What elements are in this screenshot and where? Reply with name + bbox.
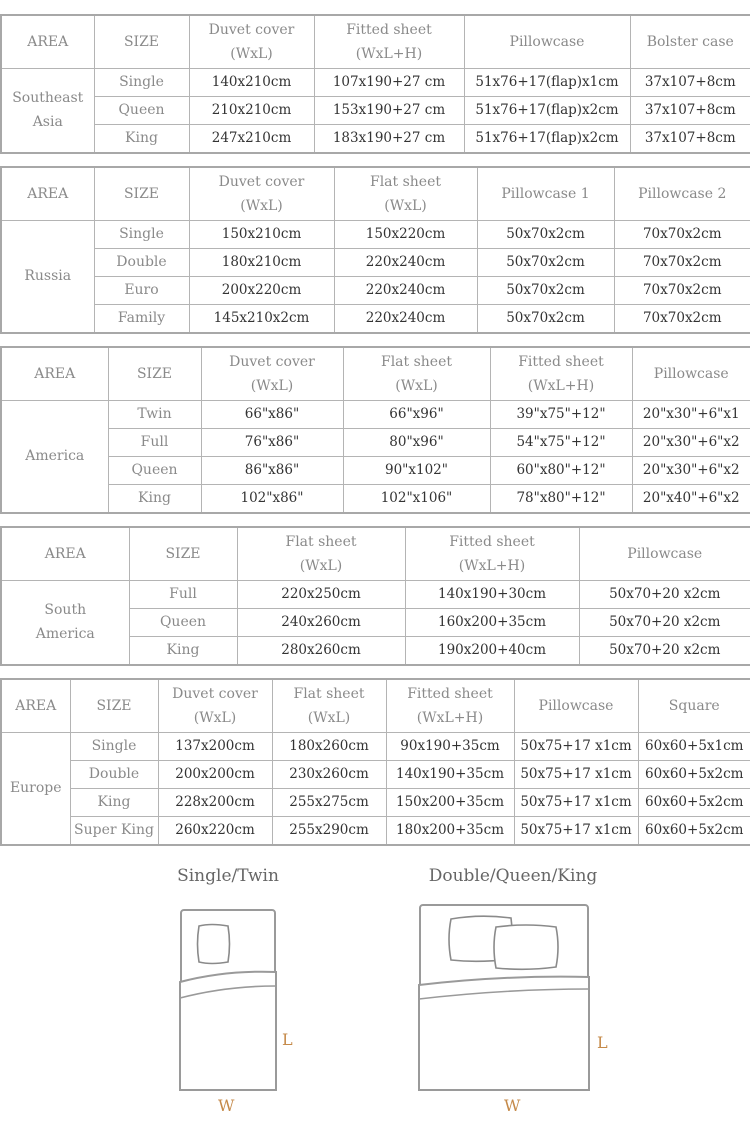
column-header: Flat sheet (WxL) — [272, 679, 386, 732]
table-cell: 247x210cm — [189, 124, 314, 153]
column-header: Fitted sheet (WxL+H) — [490, 347, 632, 400]
size-cell: King — [70, 788, 158, 816]
table-cell: 280x260cm — [237, 636, 405, 665]
table-cell: 20"x30"+6"x2 — [632, 456, 750, 484]
size-cell: King — [108, 484, 201, 513]
table-cell: 180x200+35cm — [386, 816, 514, 845]
size-cell: Queen — [108, 456, 201, 484]
table-cell: 150x220cm — [334, 220, 477, 248]
table-cell: 160x200+35cm — [405, 608, 579, 636]
area-cell: Europe — [1, 732, 70, 845]
table-cell: 51x76+17(flap)x2cm — [464, 124, 630, 153]
table-cell: 140x190+35cm — [386, 760, 514, 788]
table-cell: 228x200cm — [158, 788, 272, 816]
size-cell: Double — [70, 760, 158, 788]
size-table-russia — [0, 166, 750, 334]
table-cell: 80"x96" — [343, 428, 490, 456]
single-bed-title: Single/Twin — [177, 866, 279, 886]
table-cell: 200x220cm — [189, 276, 334, 304]
table-cell: 255x275cm — [272, 788, 386, 816]
size-cell: Single — [94, 220, 189, 248]
table-cell: 70x70x2cm — [614, 248, 750, 276]
table-cell: 210x210cm — [189, 96, 314, 124]
table-cell: 90x190+35cm — [386, 732, 514, 760]
table-cell: 260x220cm — [158, 816, 272, 845]
table-cell: 60x60+5x2cm — [638, 760, 750, 788]
column-header: Pillowcase — [514, 679, 638, 732]
column-header: Duvet cover (WxL) — [189, 15, 314, 68]
area-header: AREA — [1, 679, 70, 732]
size-table-europe — [0, 678, 750, 846]
single-bed-diagram — [170, 900, 290, 1100]
table-cell: 37x107+8cm — [630, 68, 750, 96]
table-cell: 50x75+17 x1cm — [514, 760, 638, 788]
size-cell: Full — [108, 428, 201, 456]
size-cell: Full — [129, 580, 237, 608]
table-cell: 50x70+20 x2cm — [579, 580, 750, 608]
size-cell: Super King — [70, 816, 158, 845]
table-cell: 230x260cm — [272, 760, 386, 788]
table-cell: 76"x86" — [201, 428, 343, 456]
column-header: Flat sheet (WxL) — [334, 167, 477, 220]
column-header: Fitted sheet (WxL+H) — [405, 527, 579, 580]
table-cell: 107x190+27 cm — [314, 68, 464, 96]
size-table-southeast-asia — [0, 14, 750, 154]
table-cell: 240x260cm — [237, 608, 405, 636]
size-header: SIZE — [94, 15, 189, 68]
table-cell: 145x210x2cm — [189, 304, 334, 333]
table-cell: 70x70x2cm — [614, 304, 750, 333]
table-cell: 220x250cm — [237, 580, 405, 608]
table-cell: 220x240cm — [334, 248, 477, 276]
width-label: W — [218, 1096, 235, 1115]
size-cell: Single — [70, 732, 158, 760]
column-header: Flat sheet (WxL) — [343, 347, 490, 400]
table-cell: 39"x75"+12" — [490, 400, 632, 428]
column-header: Pillowcase — [632, 347, 750, 400]
size-header: SIZE — [129, 527, 237, 580]
table-cell: 86"x86" — [201, 456, 343, 484]
double-bed-diagram — [410, 895, 600, 1100]
table-cell: 50x70x2cm — [477, 276, 614, 304]
table-cell: 140x190+30cm — [405, 580, 579, 608]
table-cell: 70x70x2cm — [614, 220, 750, 248]
area-header: AREA — [1, 15, 94, 68]
size-cell: Double — [94, 248, 189, 276]
table-cell: 20"x30"+6"x2 — [632, 428, 750, 456]
table-cell: 50x70+20 x2cm — [579, 608, 750, 636]
size-table-south-america — [0, 526, 750, 666]
table-cell: 50x70x2cm — [477, 220, 614, 248]
column-header: Pillowcase — [464, 15, 630, 68]
table-cell: 60x60+5x2cm — [638, 788, 750, 816]
table-cell: 50x70+20 x2cm — [579, 636, 750, 665]
table-cell: 50x75+17 x1cm — [514, 788, 638, 816]
table-cell: 190x200+40cm — [405, 636, 579, 665]
table-cell: 20"x30"+6"x1 — [632, 400, 750, 428]
table-cell: 183x190+27 cm — [314, 124, 464, 153]
size-cell: Euro — [94, 276, 189, 304]
table-cell: 102"x106" — [343, 484, 490, 513]
table-cell: 60"x80"+12" — [490, 456, 632, 484]
area-cell: Russia — [1, 220, 94, 333]
table-cell: 51x76+17(flap)x2cm — [464, 96, 630, 124]
table-cell: 102"x86" — [201, 484, 343, 513]
table-cell: 37x107+8cm — [630, 124, 750, 153]
area-cell: Southeast Asia — [1, 68, 94, 153]
length-label: L — [282, 1030, 293, 1049]
area-cell: South America — [1, 580, 129, 665]
table-cell: 60x60+5x2cm — [638, 816, 750, 845]
size-table-america — [0, 346, 750, 514]
table-cell: 140x210cm — [189, 68, 314, 96]
size-cell: Single — [94, 68, 189, 96]
size-cell: Queen — [94, 96, 189, 124]
table-cell: 20"x40"+6"x2 — [632, 484, 750, 513]
table-cell: 180x210cm — [189, 248, 334, 276]
table-cell: 150x200+35cm — [386, 788, 514, 816]
table-cell: 220x240cm — [334, 304, 477, 333]
size-cell: Twin — [108, 400, 201, 428]
column-header: Duvet cover (WxL) — [201, 347, 343, 400]
size-cell: Family — [94, 304, 189, 333]
size-header: SIZE — [94, 167, 189, 220]
table-cell: 50x75+17 x1cm — [514, 816, 638, 845]
size-header: SIZE — [70, 679, 158, 732]
area-header: AREA — [1, 167, 94, 220]
table-cell: 60x60+5x1cm — [638, 732, 750, 760]
table-cell: 78"x80"+12" — [490, 484, 632, 513]
double-bed-title: Double/Queen/King — [428, 866, 598, 886]
column-header: Square — [638, 679, 750, 732]
area-header: AREA — [1, 347, 108, 400]
area-cell: America — [1, 400, 108, 513]
table-cell: 66"x96" — [343, 400, 490, 428]
column-header: Bolster case — [630, 15, 750, 68]
table-cell: 70x70x2cm — [614, 276, 750, 304]
size-cell: Queen — [129, 608, 237, 636]
table-cell: 90"x102" — [343, 456, 490, 484]
column-header: Pillowcase 1 — [477, 167, 614, 220]
table-cell: 54"x75"+12" — [490, 428, 632, 456]
column-header: Fitted sheet (WxL+H) — [386, 679, 514, 732]
column-header: Pillowcase — [579, 527, 750, 580]
table-cell: 50x75+17 x1cm — [514, 732, 638, 760]
table-cell: 51x76+17(flap)x1cm — [464, 68, 630, 96]
table-cell: 66"x86" — [201, 400, 343, 428]
table-cell: 153x190+27 cm — [314, 96, 464, 124]
size-cell: King — [129, 636, 237, 665]
table-cell: 50x70x2cm — [477, 248, 614, 276]
size-header: SIZE — [108, 347, 201, 400]
column-header: Pillowcase 2 — [614, 167, 750, 220]
table-cell: 137x200cm — [158, 732, 272, 760]
table-cell: 37x107+8cm — [630, 96, 750, 124]
table-cell: 50x70x2cm — [477, 304, 614, 333]
column-header: Flat sheet (WxL) — [237, 527, 405, 580]
area-header: AREA — [1, 527, 129, 580]
column-header: Duvet cover (WxL) — [189, 167, 334, 220]
table-cell: 220x240cm — [334, 276, 477, 304]
column-header: Fitted sheet (WxL+H) — [314, 15, 464, 68]
table-cell: 180x260cm — [272, 732, 386, 760]
table-cell: 255x290cm — [272, 816, 386, 845]
size-cell: King — [94, 124, 189, 153]
length-label: L — [597, 1033, 608, 1052]
table-cell: 200x200cm — [158, 760, 272, 788]
column-header: Duvet cover (WxL) — [158, 679, 272, 732]
table-cell: 150x210cm — [189, 220, 334, 248]
width-label: W — [504, 1096, 521, 1115]
